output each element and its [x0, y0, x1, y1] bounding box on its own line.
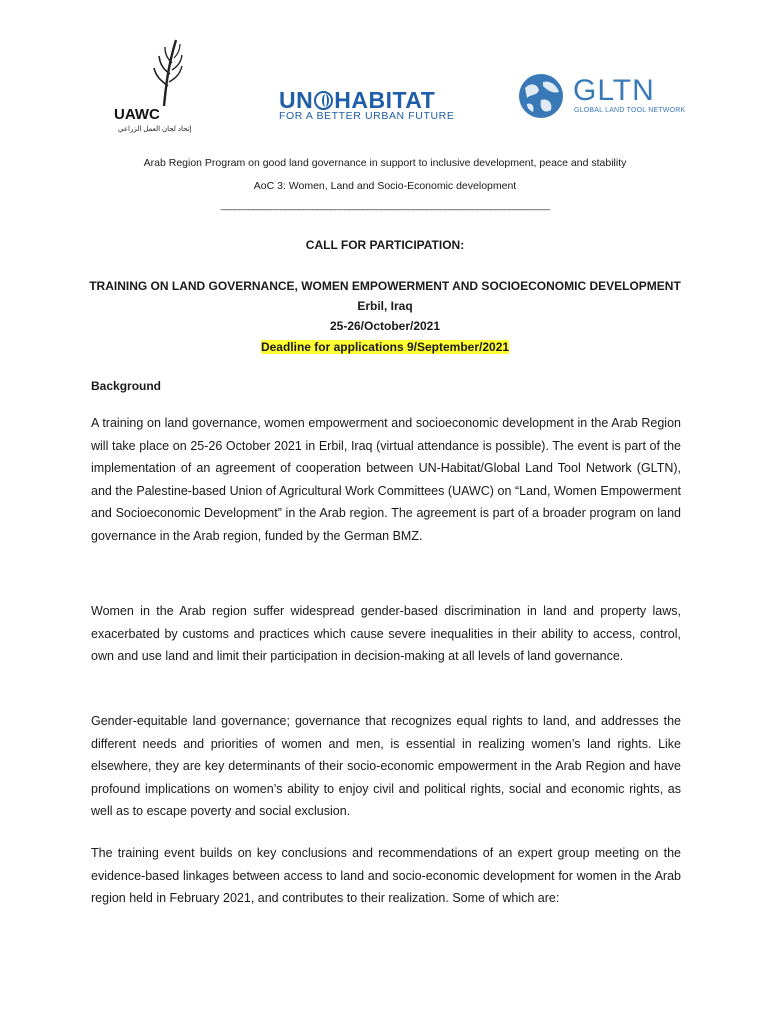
training-title: TRAINING ON LAND GOVERNANCE, WOMEN EMPOWERMENT AND SOCIOECONOMIC DEVELOPMENT [89, 279, 681, 293]
uawc-logo [112, 36, 202, 136]
paragraph-3: Gender-equitable land governance; governance that recognizes equal rights to land, and addresses the different needs and priorities of women and men, is essential in realizing women’s land rights. Like elsewhere, they are key determinants of their socio-economic empowerment in the Arab Region and have profound implications on women’s ability to enjoy civil and political rights, social and economic rights, as well as to escape poverty and social exclusion. [91, 714, 681, 818]
divider-line: ________________________________________________________________________ [220, 200, 550, 211]
call-title: CALL FOR PARTICIPATION: [305, 238, 465, 252]
uawc-name: UAWC [114, 106, 160, 123]
location: Erbil, Iraq [357, 299, 413, 313]
unhabitat-logo [279, 88, 459, 128]
gltn-logo [517, 72, 687, 122]
uawc-arabic-name: إتحاد لجان العمل الزراعي [118, 126, 192, 133]
unhabitat-habitat: HABITAT [334, 87, 436, 113]
paragraph-4: The training event builds on key conclusions and recommendations of an expert group meeting on the evidence-based linkages between access to land and socio-economic development for women in the Arab region held in February 2021, and contributes to their realization. Some of which are: [91, 846, 681, 905]
background-heading: Background [91, 379, 162, 393]
gltn-name: GLTN [573, 74, 655, 107]
globe-icon [314, 91, 333, 110]
world-map-globe-icon [517, 72, 565, 120]
logo-bar [0, 36, 770, 146]
aoc-line: AoC 3: Women, Land and Socio-Economic development [253, 180, 517, 192]
paragraph-2: Women in the Arab region suffer widespread gender-based discrimination in land and property laws, exacerbated by customs and practices which cause severe inequalities in their ability to access, control, own and use land and limit their participation in decision-making at all levels of land governance. [91, 604, 681, 663]
deadline: Deadline for applications 9/September/2021 [260, 340, 510, 354]
unhabitat-un: UN [279, 87, 314, 113]
wheat-icon [142, 36, 192, 108]
dates: 25-26/October/2021 [329, 319, 441, 333]
program-line: Arab Region Program on good land governance in support to inclusive development, peace and stability [143, 157, 627, 169]
gltn-tagline: GLOBAL LAND TOOL NETWORK [574, 107, 686, 114]
unhabitat-tagline: FOR A BETTER URBAN FUTURE [279, 110, 455, 122]
paragraph-1: A training on land governance, women empowerment and socioeconomic development in the Arab Region will take place on 25-26 October 2021 in Erbil, Iraq (virtual attendance is possible). The event is part of the implementation of an agreement of cooperation between UN-Habitat/Global Land Tool Network (GLTN), and the Palestine-based Union of Agricultural Work Committees (UAWC) on “Land, Women Empowerment and Socioeconomic Development” in the Arab region. The agreement is part of a broader program on land governance in the Arab region, funded by the German BMZ. [91, 416, 681, 543]
